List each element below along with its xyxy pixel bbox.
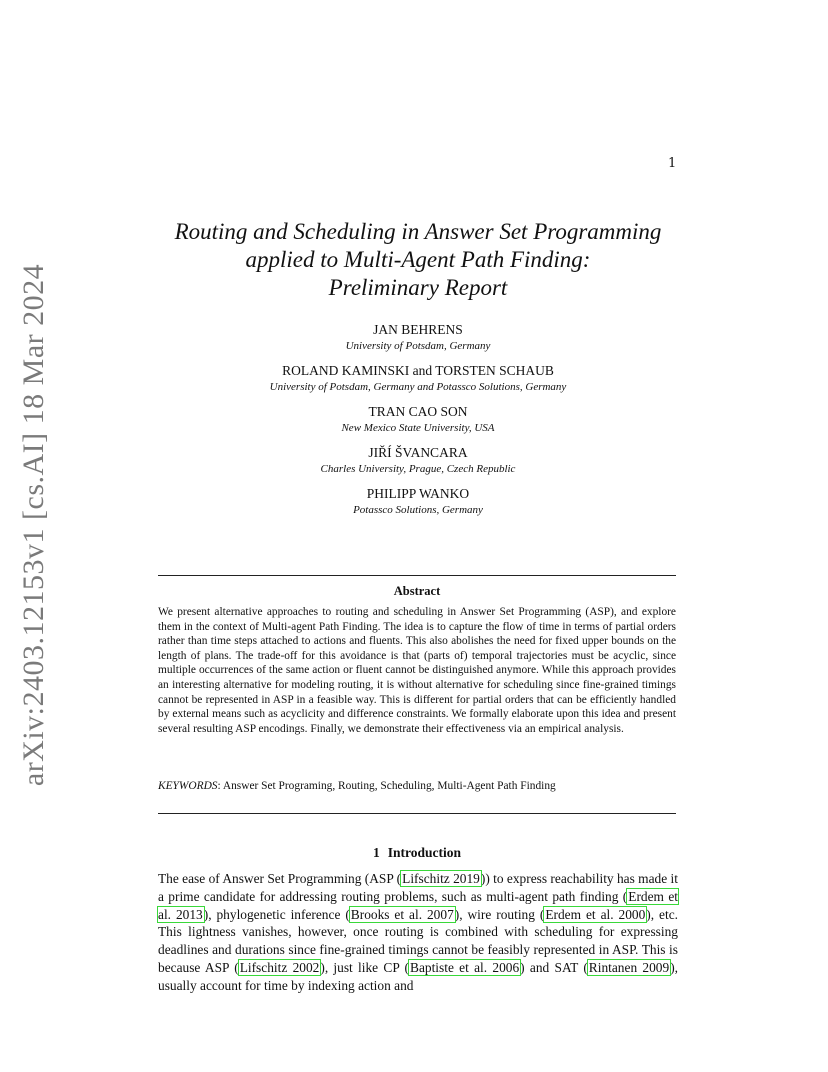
abstract-bottom-rule (158, 813, 676, 814)
citation-link[interactable]: Lifschitz 2002 (239, 959, 320, 975)
arxiv-stamp: arXiv:2403.12153v1 [cs.AI] 18 Mar 2024 (17, 263, 50, 787)
section-heading (158, 845, 676, 861)
citation-link[interactable]: Brooks et al. 2007 (350, 906, 454, 922)
intro-text: ) and SAT ( (520, 959, 588, 975)
section-title: Introduction (387, 845, 462, 860)
citation-link[interactable]: Erdem et al. 2000 (545, 906, 646, 922)
section-number: 1 (372, 845, 380, 860)
intro-text: )) to express reachability has made it a prime candidate for addressing routing problems, such as multi-agent path finding ( (158, 871, 678, 904)
citation-link[interactable]: Rintanen 2009 (588, 959, 670, 975)
author-name: PHILIPP WANKO (366, 486, 470, 501)
author-affiliation: University of Potsdam, Germany and Potassco Solutions, Germany (269, 381, 567, 393)
author-name: TRAN CAO SON (368, 404, 468, 419)
keywords-text: : Answer Set Programing, Routing, Scheduling, Multi-Agent Path Finding (217, 780, 556, 792)
paper-title (158, 218, 678, 302)
page-number: 1 (668, 156, 677, 171)
author-block (158, 321, 678, 354)
citation-link[interactable]: Lifschitz 2019 (402, 871, 480, 886)
intro-text: ), wire routing ( (454, 906, 545, 922)
author-block (158, 485, 678, 518)
title-line: Preliminary Report (328, 275, 508, 300)
intro-text: The ease of Answer Set Programming (ASP ( (158, 871, 402, 886)
author-affiliation: Charles University, Prague, Czech Republic (320, 463, 516, 475)
intro-text: ), just like CP ( (320, 959, 410, 975)
abstract-top-rule (158, 575, 676, 576)
author-affiliation: Potassco Solutions, Germany (353, 504, 483, 516)
keywords-label: KEYWORDS (158, 780, 218, 792)
author-list (158, 321, 678, 526)
citation-link[interactable]: Erdem et al. 2013 (158, 888, 678, 922)
title-line: applied to Multi-Agent Path Finding: (245, 247, 591, 272)
author-block (158, 362, 678, 395)
author-block (158, 403, 678, 436)
intro-text: ), phylogenetic inference ( (203, 906, 350, 922)
author-name: JIŘÍ ŠVANCARA (368, 445, 468, 460)
citation-link[interactable]: Baptiste et al. 2006 (410, 959, 520, 975)
title-line: Routing and Scheduling in Answer Set Programming (174, 219, 662, 244)
abstract-text: We present alternative approaches to routing and scheduling in Answer Set Programming (ASP), and explore them in the context of Multi-agent Path Finding. The idea is to capture the flow of time in terms of partial orders rather than time steps attached to actions and fluents. This also abolishes the need for fixed upper bounds on the length of plans. The trade-off for this avoidance is that (parts of) temporal trajectories must be acyclic, since multiple occurrences of the same action or fluent cannot be distinguished anymore. While this approach provides an interesting alternative for modeling routing, it is without alternative for scheduling since fine-grained timings cannot be represented in ASP in a feasible way. This is different for partial orders that can be efficiently handled by external means such as acyclicity and difference constraints. We formally elaborate upon this idea and present several resulting ASP encodings. Finally, we demonstrate their effectiveness via an empirical analysis. (158, 606, 676, 735)
author-affiliation: University of Potsdam, Germany (345, 340, 491, 352)
keywords (158, 779, 676, 794)
author-name: JAN BEHRENS (373, 322, 463, 337)
abstract-heading: Abstract (393, 584, 441, 598)
author-affiliation: New Mexico State University, USA (341, 422, 495, 434)
author-name: ROLAND KAMINSKI and TORSTEN SCHAUB (282, 363, 554, 378)
intro-text: ), etc. This lightness vanishes, however, once routing is combined with scheduling for expressing deadlines and durations since fine-grained timings cannot be feasibly represented in ASP. This is because ASP ( (158, 906, 678, 975)
author-block (158, 444, 678, 477)
intro-paragraph (158, 870, 678, 995)
intro-text: ), usually account for time by indexing action and (158, 959, 679, 993)
